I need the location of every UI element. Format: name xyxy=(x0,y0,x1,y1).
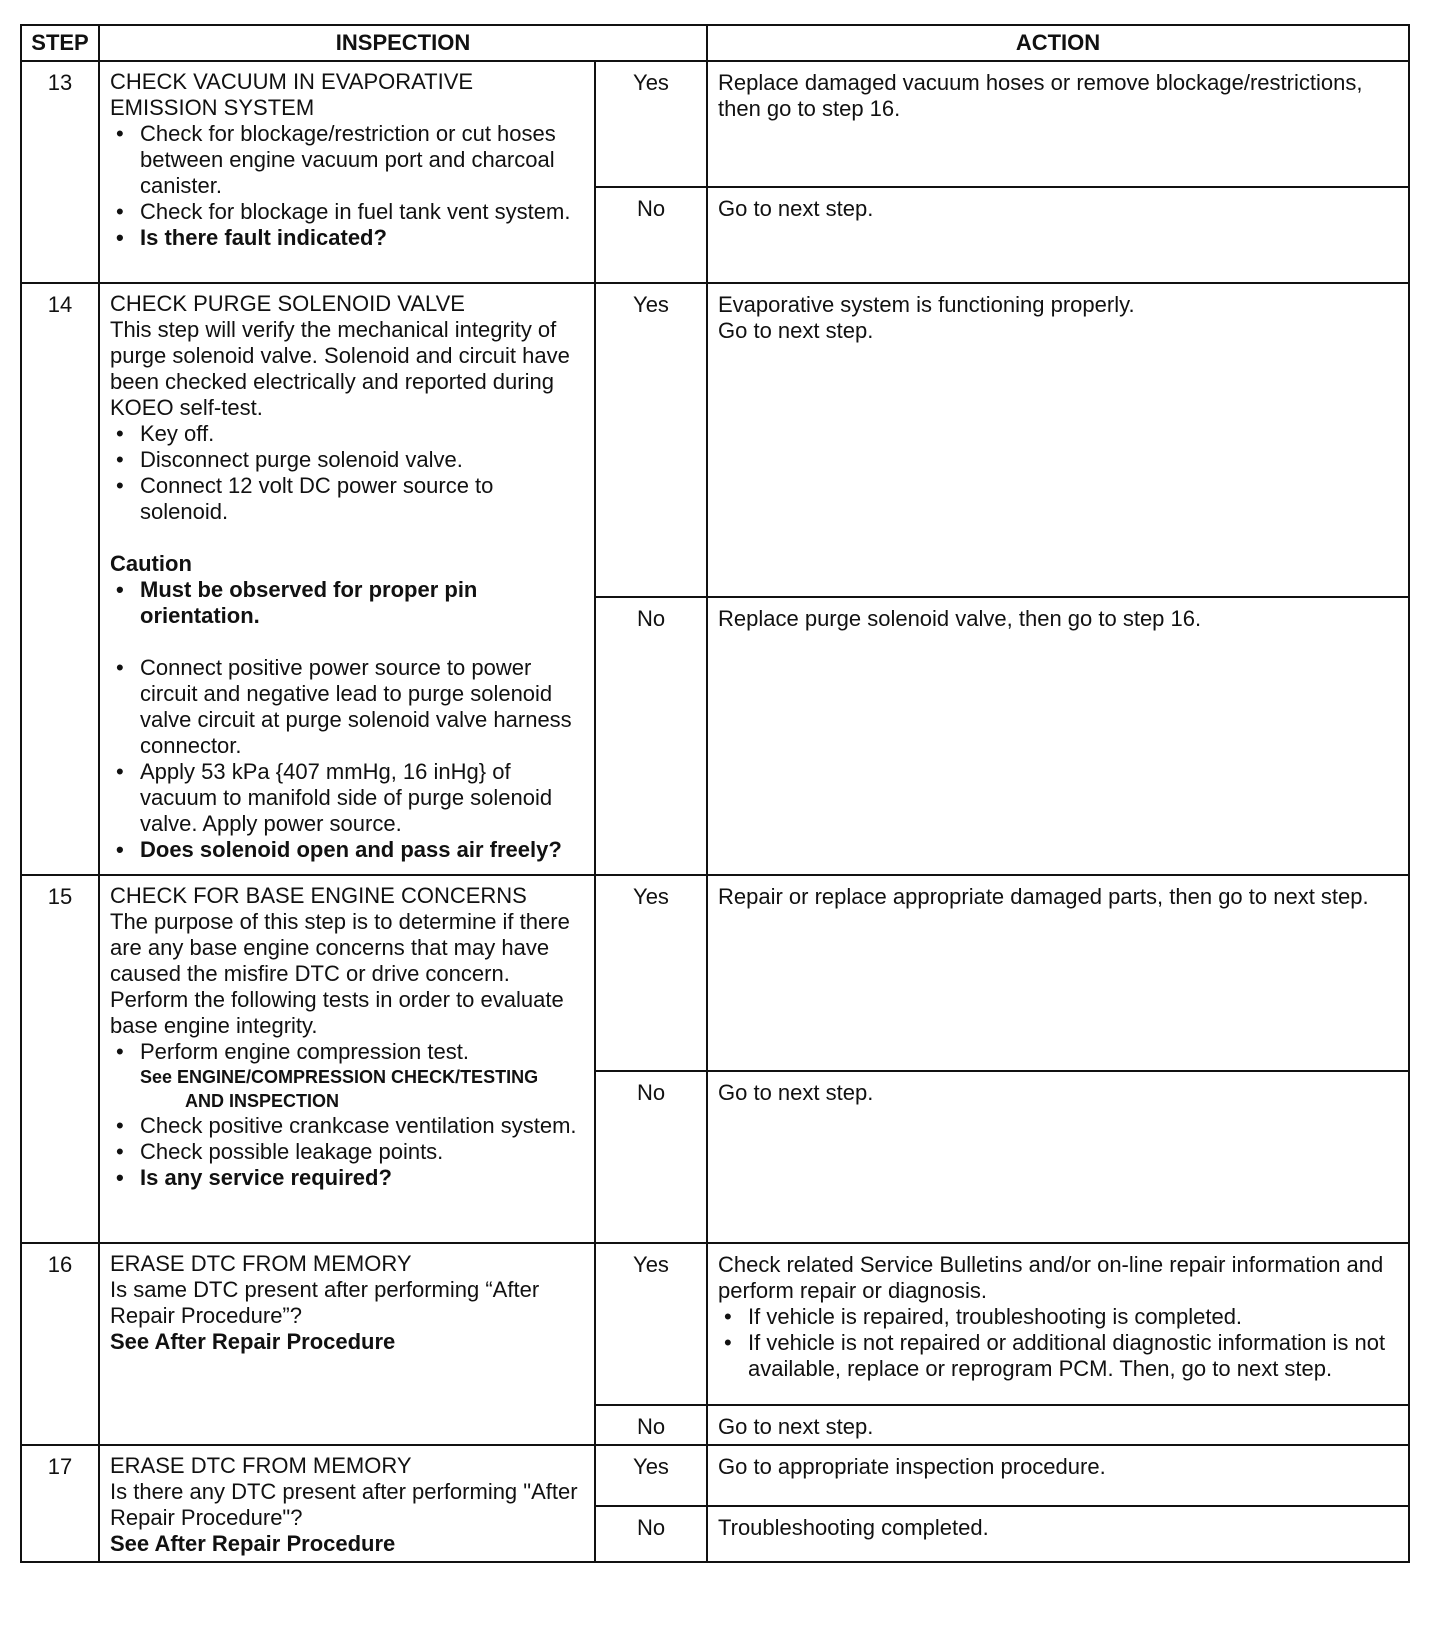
step-17-title: ERASE DTC FROM MEMORY xyxy=(110,1453,412,1478)
step-15-yes-row xyxy=(21,875,1409,1071)
step-15-yes: Yes xyxy=(595,875,707,1071)
step-15-intro-2: Perform the following tests in order to evaluate base engine integrity. xyxy=(110,987,564,1038)
step-16-number: 16 xyxy=(21,1243,99,1445)
step-15-number: 15 xyxy=(21,875,99,1243)
step-17-no: No xyxy=(595,1506,707,1562)
step-14-intro: This step will verify the mechanical integrity of purge solenoid valve. Solenoid and circuit have been checked electrically and reported during KOEO self-test. xyxy=(110,317,570,420)
step-13-bullet-1: • Check for blockage/restriction or cut hoses between engine vacuum port and charcoal canister. xyxy=(110,121,586,199)
step-13-yes-row xyxy=(21,61,1409,187)
header-action: ACTION xyxy=(707,25,1409,61)
step-14-caution-heading: Caution xyxy=(110,551,192,576)
step-15-no: No xyxy=(595,1071,707,1243)
step-15-no-action: Go to next step. xyxy=(707,1071,1409,1243)
step-14-no: No xyxy=(595,597,707,875)
step-16-yes-bullet-2: • If vehicle is not repaired or additional diagnostic information is not available, replace or reprogram PCM. Then, go to next step. xyxy=(718,1330,1398,1382)
step-13-number: 13 xyxy=(21,61,99,283)
step-14-yes: Yes xyxy=(595,283,707,597)
step-17-no-action: Troubleshooting completed. xyxy=(707,1506,1409,1562)
step-13-no-action: Go to next step. xyxy=(707,187,1409,283)
step-17-number: 17 xyxy=(21,1445,99,1562)
step-13-yes: Yes xyxy=(595,61,707,187)
step-13-bullet-2: • Check for blockage in fuel tank vent system. xyxy=(110,199,586,225)
step-14-yes-action-line-2: Go to next step. xyxy=(718,318,874,343)
step-13-question: • Is there fault indicated? xyxy=(110,225,586,251)
step-17-yes-action: Go to appropriate inspection procedure. xyxy=(707,1445,1409,1506)
step-15-bullet-3: • Check possible leakage points. xyxy=(110,1139,586,1165)
step-15-question: • Is any service required? xyxy=(110,1165,586,1191)
step-14-bullet-4: • Connect positive power source to power circuit and negative lead to purge solenoid valve circuit at purge solenoid valve harness connector. xyxy=(110,655,586,759)
step-15-see-reference: See ENGINE/COMPRESSION CHECK/TESTING xyxy=(140,1067,539,1087)
step-14-yes-action-line-1: Evaporative system is functioning properly. xyxy=(718,292,1135,317)
step-17-inspection xyxy=(99,1445,595,1562)
step-14-bullet-3: • Connect 12 volt DC power source to solenoid. xyxy=(110,473,586,525)
step-16-no-action: Go to next step. xyxy=(707,1405,1409,1445)
step-13-inspection xyxy=(99,61,595,283)
step-15-yes-action: Repair or replace appropriate damaged parts, then go to next step. xyxy=(707,875,1409,1071)
step-13-title: CHECK VACUUM IN EVAPORATIVE EMISSION SYSTEM xyxy=(110,69,474,120)
step-14-no-action: Replace purge solenoid valve, then go to step 16. xyxy=(707,597,1409,875)
step-16-yes-bullet-1: • If vehicle is repaired, troubleshooting is completed. xyxy=(718,1304,1398,1330)
step-16-yes-action-text: Check related Service Bulletins and/or on-line repair information and perform repair or diagnosis. xyxy=(718,1252,1384,1303)
step-14-yes-action xyxy=(707,283,1409,597)
step-16-title: ERASE DTC FROM MEMORY xyxy=(110,1251,412,1276)
step-16-yes: Yes xyxy=(595,1243,707,1405)
step-14-question: • Does solenoid open and pass air freely? xyxy=(110,837,586,863)
step-16-see-link[interactable]: See After Repair Procedure xyxy=(110,1329,396,1354)
step-16-yes-action xyxy=(707,1243,1409,1405)
header-inspection: INSPECTION xyxy=(99,25,707,61)
step-16-no: No xyxy=(595,1405,707,1445)
header-step: STEP xyxy=(21,25,99,61)
step-15-intro-1: The purpose of this step is to determine if there are any base engine concerns that may have caused the misfire DTC or drive concern. xyxy=(110,909,570,986)
step-14-bullet-2: • Disconnect purge solenoid valve. xyxy=(110,447,586,473)
step-15-inspection xyxy=(99,875,595,1243)
step-13-yes-action: Replace damaged vacuum hoses or remove blockage/restrictions, then go to step 16. xyxy=(707,61,1409,187)
step-14-caution-bullet: • Must be observed for proper pin orientation. xyxy=(110,577,586,629)
step-14-inspection xyxy=(99,283,595,875)
step-17-see-link[interactable]: See After Repair Procedure xyxy=(110,1531,396,1556)
step-15-bullet-1: • Perform engine compression test. xyxy=(110,1039,586,1065)
step-14-title: CHECK PURGE SOLENOID VALVE xyxy=(110,291,465,316)
step-16-yes-row xyxy=(21,1243,1409,1405)
diagnostic-table xyxy=(20,24,1410,1563)
step-16-inspection xyxy=(99,1243,595,1445)
step-14-bullet-5: • Apply 53 kPa {407 mmHg, 16 inHg} of vacuum to manifold side of purge solenoid valve. Apply power source. xyxy=(110,759,586,837)
step-15-title: CHECK FOR BASE ENGINE CONCERNS xyxy=(110,883,527,908)
step-14-yes-row xyxy=(21,283,1409,597)
step-14-number: 14 xyxy=(21,283,99,875)
step-16-question: Is same DTC present after performing “After Repair Procedure”? xyxy=(110,1277,540,1328)
step-15-bullet-2: • Check positive crankcase ventilation system. xyxy=(110,1113,586,1139)
step-17-yes: Yes xyxy=(595,1445,707,1506)
step-17-yes-row xyxy=(21,1445,1409,1506)
step-15-see-reference-cont: AND INSPECTION xyxy=(185,1091,340,1111)
step-14-bullet-1: • Key off. xyxy=(110,421,586,447)
step-13-no: No xyxy=(595,187,707,283)
header-row xyxy=(21,25,1409,61)
step-17-question: Is there any DTC present after performing "After Repair Procedure"? xyxy=(110,1479,578,1530)
